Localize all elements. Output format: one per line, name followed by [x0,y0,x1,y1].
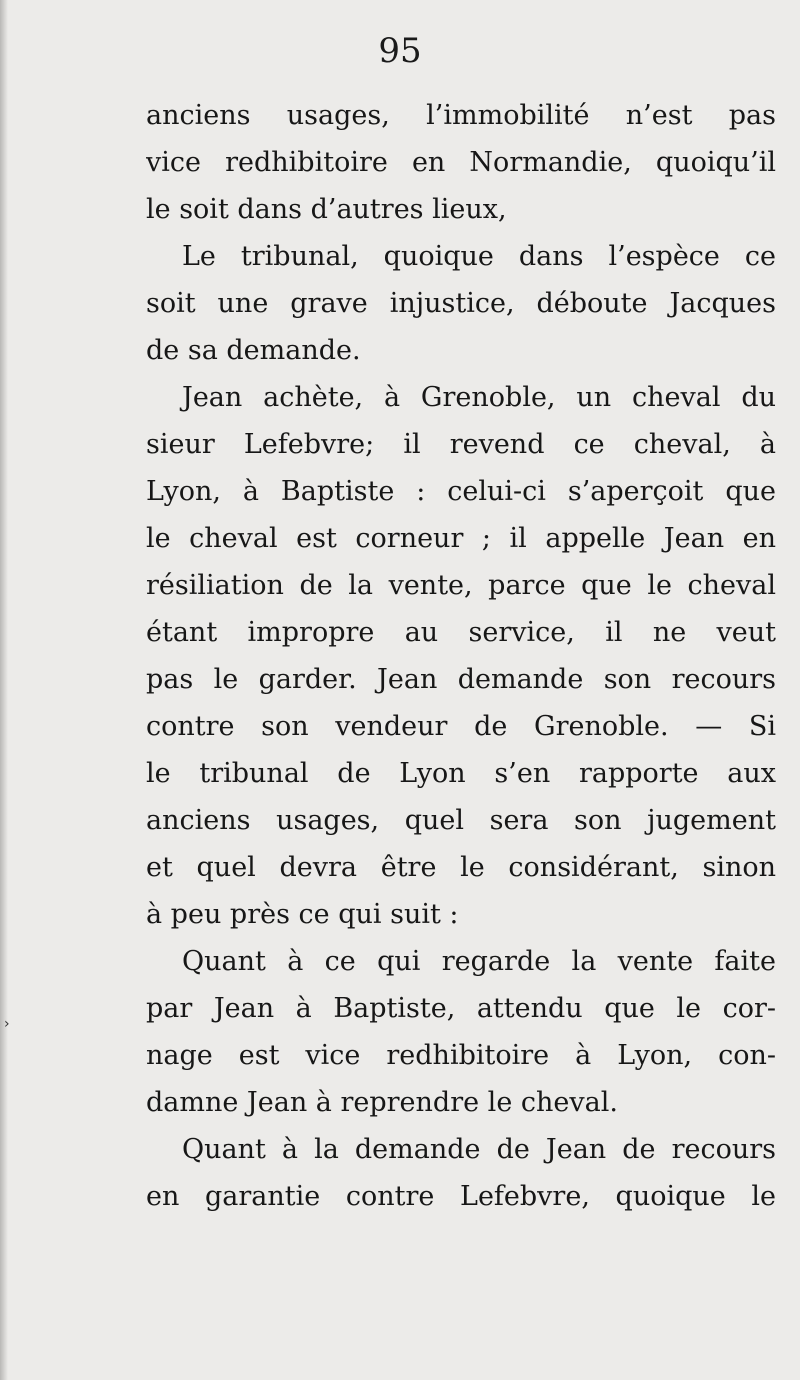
text-line: soit une grave injustice, déboute Jacques [146,288,776,319]
text-line: nage est vice redhibitoire à Lyon, con- [146,1040,776,1071]
text-line: anciens usages, quel sera son jugement [146,805,776,836]
text-line: sieur Lefebvre; il revend ce cheval, à [146,429,776,460]
text-line: Le tribunal, quoique dans l’espèce ce [182,241,776,272]
page-number: 95 [378,31,422,71]
text-line: de sa demande. [146,335,361,366]
text-line: vice redhibitoire en Normandie, quoiqu’il [146,147,776,178]
text-line: contre son vendeur de Grenoble. — Si [146,711,776,742]
text-line: Jean achète, à Grenoble, un cheval du [182,382,776,413]
text-line: le cheval est corneur ; il appelle Jean en [146,523,776,554]
body-text [146,92,776,1220]
text-line: étant impropre au service, il ne veut [146,617,776,648]
text-line: le tribunal de Lyon s’en rapporte aux [146,758,776,789]
text-line: damne Jean à reprendre le cheval. [146,1087,618,1118]
text-line: le soit dans d’autres lieux, [146,194,507,225]
text-line: par Jean à Baptiste, attendu que le cor- [146,993,776,1024]
text-line: Quant à la demande de Jean de recours [182,1134,776,1165]
text-line: pas le garder. Jean demande son recours [146,664,776,695]
text-line: et quel devra être le considérant, sinon [146,852,776,883]
text-line: Lyon, à Baptiste : celui-ci s’aperçoit que [146,476,776,507]
page-edge-shadow [0,0,8,1380]
margin-mark: › [4,1016,10,1032]
text-line: résiliation de la vente, parce que le cheval [146,570,776,601]
text-line: à peu près ce qui suit : [146,899,459,930]
text-line: en garantie contre Lefebvre, quoique le [146,1181,776,1212]
text-line: Quant à ce qui regarde la vente faite [182,946,776,977]
text-line: anciens usages, l’immobilité n’est pas [146,100,776,131]
